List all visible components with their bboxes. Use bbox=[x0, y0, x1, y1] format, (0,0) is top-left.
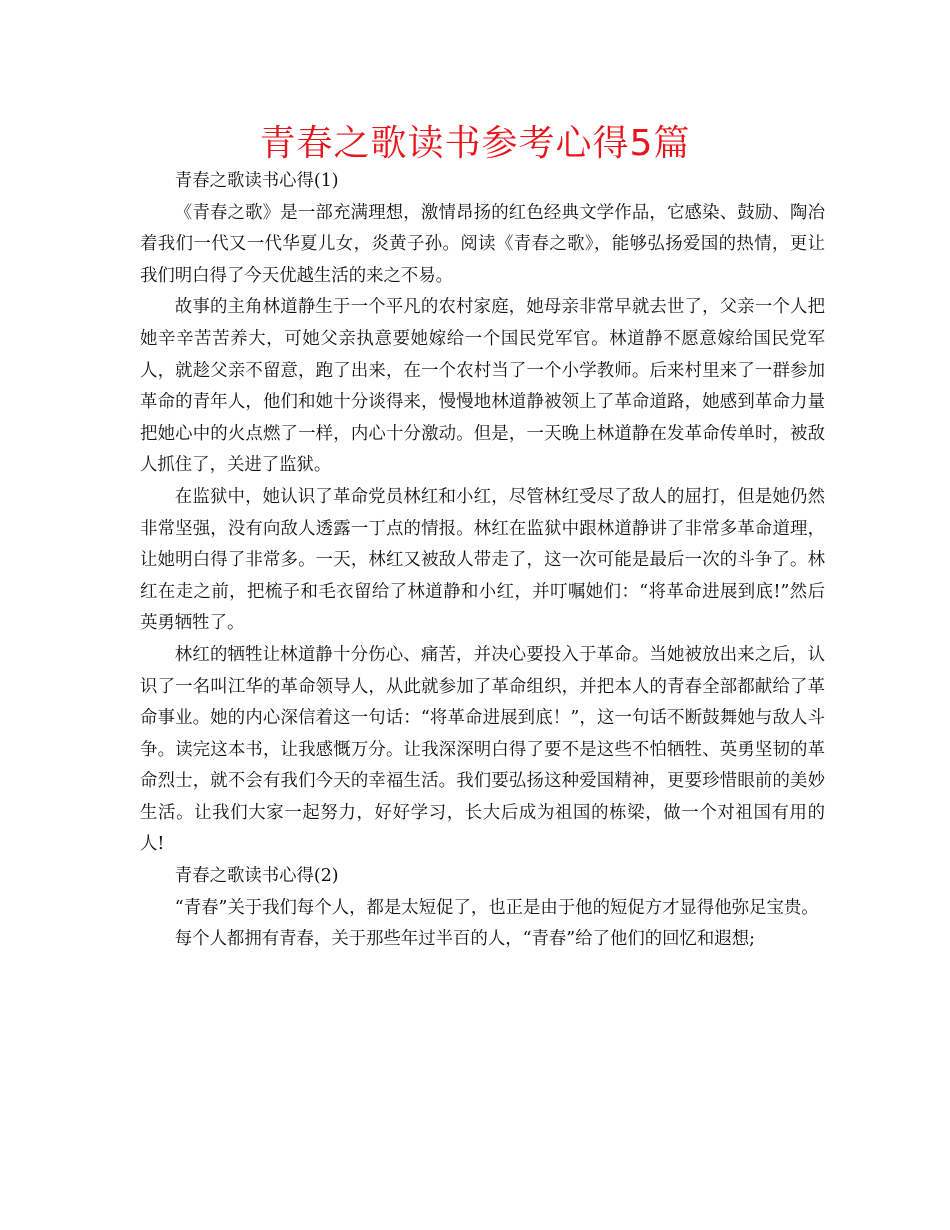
paragraph: 在监狱中，她认识了革命党员林红和小红，尽管林红受尽了敌人的屈打，但是她仍然非常坚强，没有向敌人透露一丁点的情报。林红在监狱中跟林道静讲了非常多革命道理，让她明白得了非常多。一天，林红又被敌人带走了，这一次可能是最后一次的斗争了。林红在走之前，把梳子和毛衣留给了林道静和小红，并叮嘱她们：“将革命进展到底!”然后英勇牺牲了。 bbox=[140, 486, 825, 634]
document-title: 青春之歌读书参考心得5篇 bbox=[259, 123, 691, 164]
paragraph: “青春”关于我们每个人，都是太短促了，也正是由于他的短促方才显得他弥足宝贵。 bbox=[174, 897, 819, 918]
section-heading-2: 青春之歌读书心得(2) bbox=[174, 866, 339, 887]
section-heading-1: 青春之歌读书心得(1) bbox=[174, 171, 339, 191]
paragraph: 《青春之歌》是一部充满理想，激情昂扬的红色经典文学作品，它感染、鼓励、陶冶着我们一代又一代华夏儿女，炎黄子孙。阅读《青春之歌》，能够弘扬爱国的热情，更让我们明白得了今天优越生活的来之不易。 bbox=[140, 202, 825, 286]
document-body bbox=[140, 166, 825, 956]
paragraph: 故事的主角林道静生于一个平凡的农村家庭，她母亲非常早就去世了，父亲一个人把她辛辛苦苦养大，可她父亲执意要她嫁给一个国民党军官。林道静不愿意嫁给国民党军人，就趁父亲不留意，跑了出来，在一个农村当了一个小学教师。后来村里来了一群参加革命的青年人，他们和她十分谈得来，慢慢地林道静被领上了革命道路，她感到革命力量把她心中的火点燃了一样，内心十分激动。但是，一天晚上林道静在发革命传单时，被敌人抓住了，关进了监狱。 bbox=[140, 297, 825, 476]
paragraph: 林红的牺牲让林道静十分伤心、痛苦，并决心要投入于革命。当她被放出来之后，认识了一名叫江华的革命领导人，从此就参加了革命组织，并把本人的青春全部都献给了革命事业。她的内心深信着这一句话：“将革命进展到底！”，这一句话不断鼓舞她与敌人斗争。读完这本书，让我感慨万分。让我深深明白得了要不是这些不怕牺牲、英勇坚韧的革命烈士，就不会有我们今天的幸福生活。我们要弘扬这种爱国精神，更要珍惜眼前的美妙生活。让我们大家一起努力，好好学习，长大后成为祖国的栋梁，做一个对祖国有用的人! bbox=[140, 644, 825, 855]
paragraph: 每个人都拥有青春，关于那些年过半百的人，“青春”给了他们的回忆和遐想; bbox=[174, 929, 755, 950]
